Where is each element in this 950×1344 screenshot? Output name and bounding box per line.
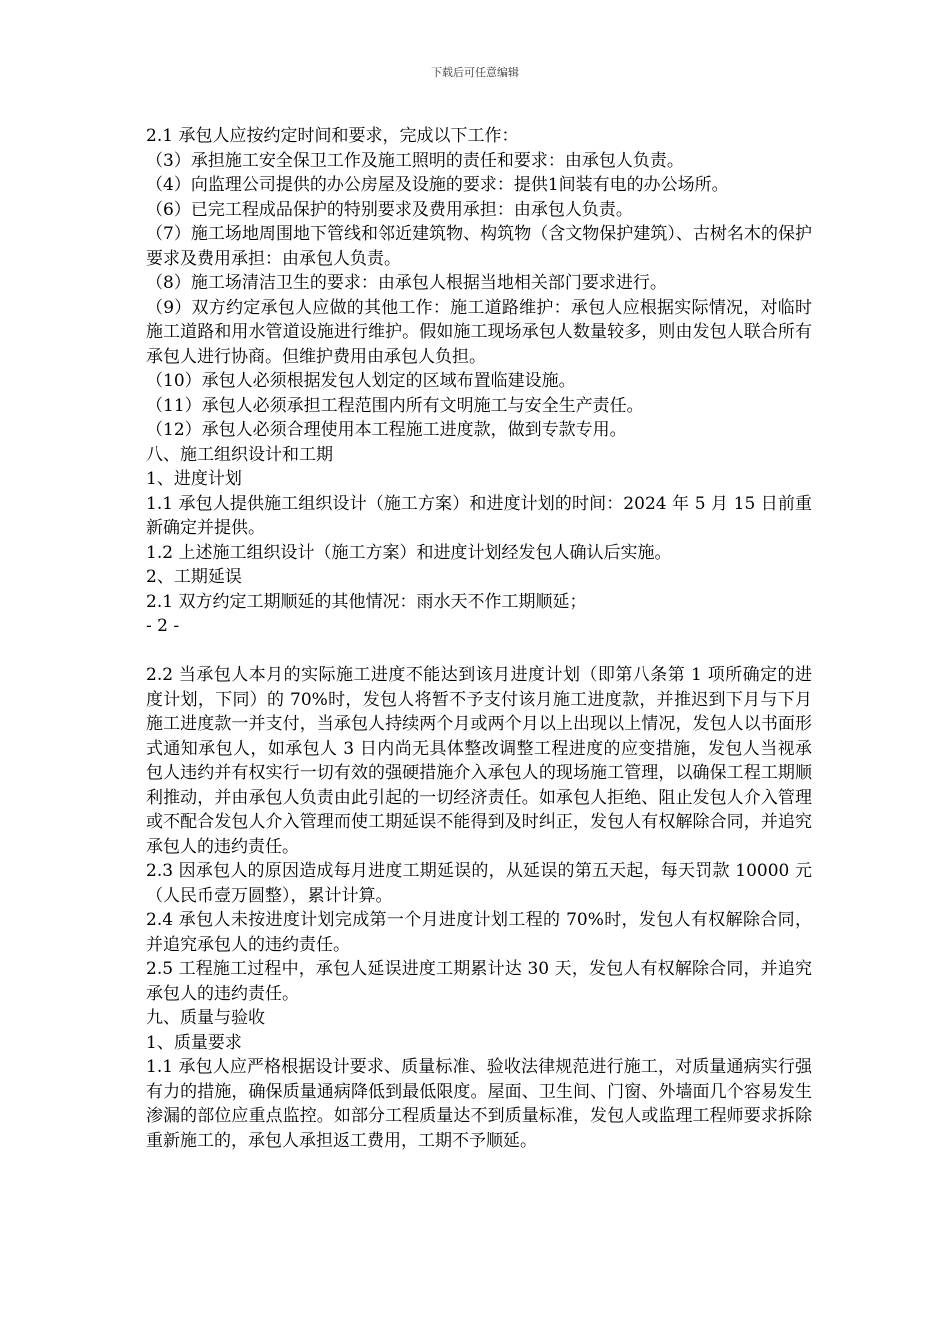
section-heading: 八、施工组织设计和工期	[146, 444, 333, 465]
paragraph: （7）施工场地周围地下管线和邻近建筑物、构筑物（含文物保护建筑）、古树名木的保护要求及费用承担：由承包人负责。	[146, 224, 812, 269]
paragraph: （11）承包人必须承担工程范围内所有文明施工与安全生产责任。	[146, 395, 644, 416]
paragraph: 2.1 承包人应按约定时间和要求，完成以下工作：	[146, 126, 519, 146]
paragraph: 1.2 上述施工组织设计（施工方案）和进度计划经发包人确认后实施。	[146, 542, 672, 563]
paragraph: 2.1 双方约定工期顺延的其他情况：雨水天不作工期顺延；	[146, 591, 587, 612]
paragraph: 2.4 承包人未按进度计划完成第一个月进度计划工程的 70%时，发包人有权解除合同，并追究承包人的违约责任。	[146, 910, 812, 955]
paragraph: （6）已完工程成品保护的特别要求及费用承担：由承包人负责。	[146, 199, 633, 220]
paragraph: 2.3 因承包人的原因造成每月进度工期延误的，从延误的第五天起，每天罚款 10000 元（人民币壹万圆整），累计计算。	[146, 861, 812, 906]
paragraph: （4）向监理公司提供的办公房屋及设施的要求：提供1间装有电的办公场所。	[146, 175, 729, 195]
document-body	[146, 124, 812, 1153]
paragraph: （8）施工场清洁卫生的要求：由承包人根据当地相关部门要求进行。	[146, 273, 667, 293]
subsection-heading: 1、质量要求	[146, 1032, 242, 1053]
paragraph: （3）承担施工安全保卫工作及施工照明的责任和要求：由承包人负责。	[146, 150, 684, 171]
paragraph: （12）承包人必须合理使用本工程施工进度款，做到专款专用。	[146, 420, 627, 440]
paragraph: 2.5 工程施工过程中，承包人延误进度工期累计达 30 天，发包人有权解除合同，并追究承包人的违约责任。	[146, 959, 812, 1004]
paragraph: 1.1 承包人应严格根据设计要求、质量标准、验收法律规范进行施工，对质量通病实行强有力的措施，确保质量通病降低到最低限度。屋面、卫生间、门窗、外墙面几个容易发生渗漏的部位应重点监控。如部分工程质量达不到质量标准，发包人或监理工程师要求拆除重新施工的，承包人承担返工费用，工期不予顺延。	[146, 1057, 812, 1151]
paragraph: 1.1 承包人提供施工组织设计（施工方案）和进度计划的时间：2024 年 5 月 15 日前重新确定并提供。	[146, 493, 812, 538]
subsection-heading: 2、工期延误	[146, 567, 242, 587]
header-note: 下载后可任意编辑	[431, 66, 519, 79]
section-heading: 九、质量与验收	[146, 1008, 265, 1028]
page-number: - 2 -	[146, 616, 180, 636]
paragraph: （9）双方约定承包人应做的其他工作：施工道路维护：承包人应根据实际情况，对临时施工道路和用水管道设施进行维护。假如施工现场承包人数量较多，则由发包人联合所有承包人进行协商。但维护费用由承包人负担。	[146, 297, 812, 367]
paragraph: 2.2 当承包人本月的实际施工进度不能达到该月进度计划（即第八条第 1 项所确定的进度计划，下同）的 70%时，发包人将暂不予支付该月施工进度款，并推迟到下月与下月施工进度款一并支付，当承包人持续两个月或两个月以上出现以上情况，发包人以书面形式通知承包人，如承包人 3 日内尚无具体整改调整工程进度的应变措施，发包人当视承包人违约并有权实行一切有效的强硬措施介入承包人的现场施工管理，以确保工程工期顺利推动，并由承包人负责由此引起的一切经济责任。如承包人拒绝、阻止发包人介入管理或不配合发包人介入管理而使工期延误不能得到及时纠正，发包人有权解除合同，并追究承包人的违约责任。	[146, 665, 812, 857]
paragraph: （10）承包人必须根据发包人划定的区域布置临建设施。	[146, 371, 576, 391]
subsection-heading: 1、进度计划	[146, 469, 242, 489]
page-break-gap	[146, 639, 812, 664]
